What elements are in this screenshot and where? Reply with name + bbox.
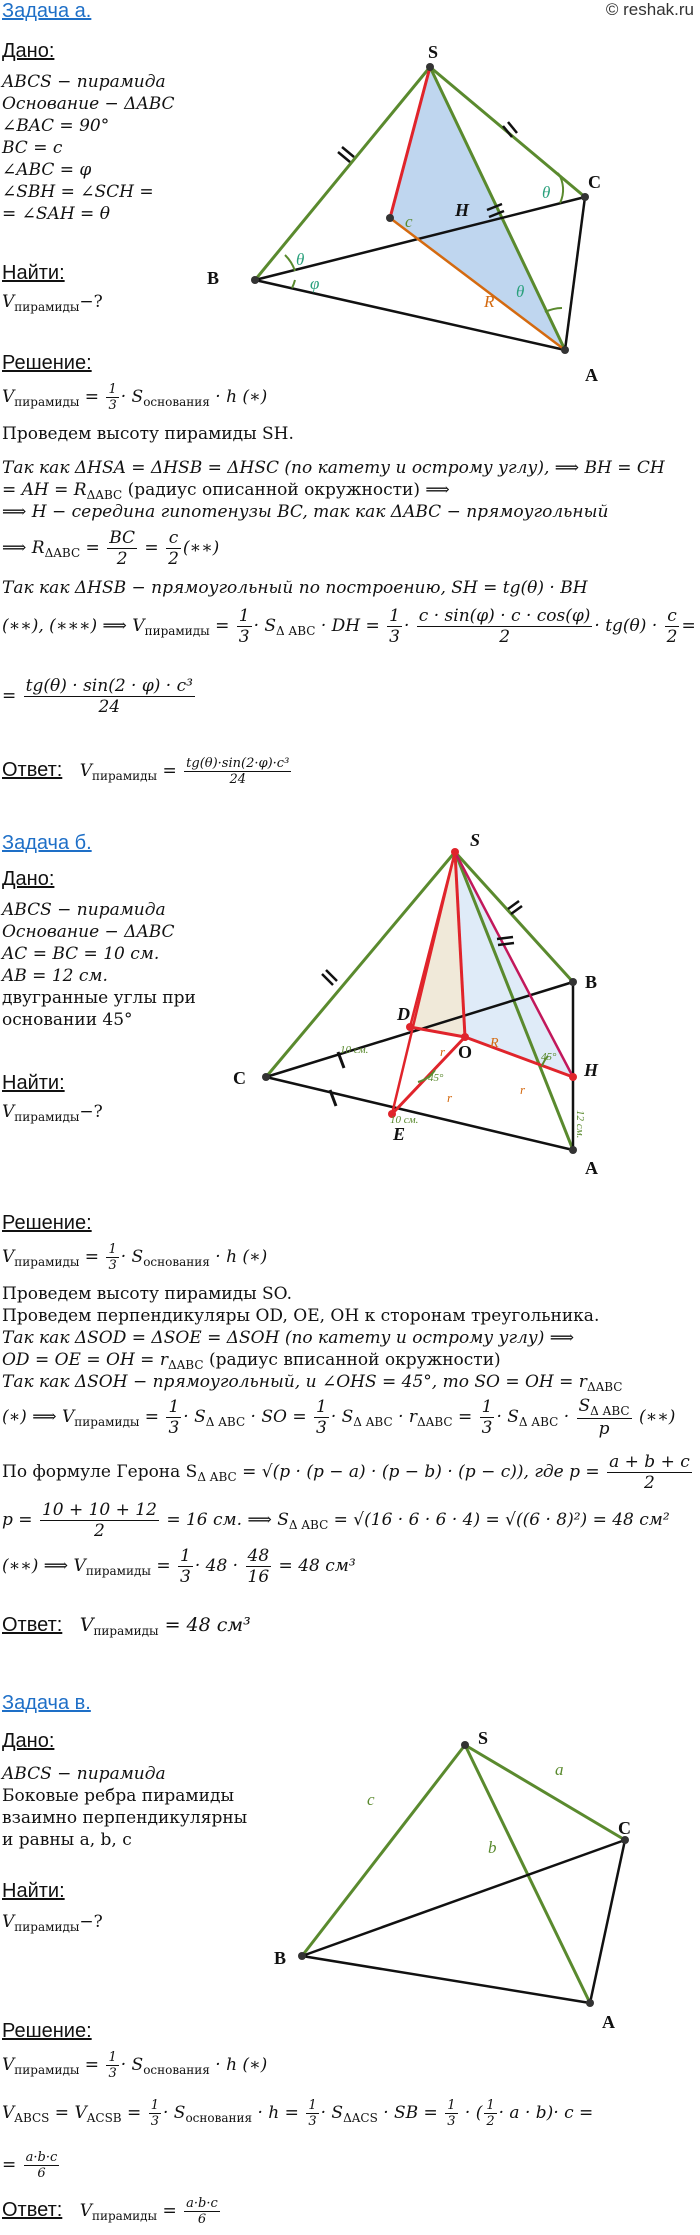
task-b-line-7: По формуле Герона $S_{\Delta ABC} = √(p \cdot (p - a) \cdot (p - b) \cdot (p - c))$, где p = $\frac{a + b + c}{2}$: [2, 1452, 690, 1493]
task-c-label-S: S: [478, 1728, 489, 1748]
task-b-label-O: O: [458, 1042, 473, 1062]
task-a-given-2: Основание − ΔABC: [2, 94, 175, 114]
task-c-figure: [270, 1720, 650, 2040]
task-b-label-H: H: [584, 1060, 599, 1080]
task-b-line-1: Проведем высоту пирамиды SO.: [2, 1284, 293, 1304]
task-b-label-D: D: [397, 1004, 410, 1024]
task-a-label-H: H: [455, 200, 470, 220]
task-b-formula-1: $V_{пирамиды}$ = $\frac{1}{3}$ · $S_{основания} \cdot h$ (∗): [2, 1242, 268, 1273]
task-a-given-4: BC = c: [2, 138, 63, 158]
task-b-answer-heading: Ответ:: [2, 1614, 63, 1636]
task-a-line-2: Так как ΔHSA = ΔHSB = ΔHSC (по катету и острому углу), ⟹ BH = CH: [2, 458, 665, 478]
task-b-given-6: основании 45°: [2, 1010, 133, 1030]
task-a-given-1: ABCS − пирамида: [2, 72, 166, 92]
task-c-label-b: b: [488, 1838, 497, 1857]
task-c-label-B: B: [274, 1948, 287, 1968]
task-a-line-5: ⟹ $R_{\Delta ABC}$ = $\frac{BC}{2}$ = $\frac{c}{2}$ (∗∗): [2, 528, 220, 569]
task-a-given-6: ∠SBH = ∠SCH =: [2, 182, 154, 202]
task-c-given-3: взаимно перпендикулярны: [2, 1808, 248, 1828]
task-a-edge-CA: [565, 197, 585, 350]
task-c-solution-heading: Решение:: [2, 2020, 92, 2042]
task-a-line-1: Проведем высоту пирамиды SH.: [2, 424, 294, 444]
task-a-theta-A: θ: [516, 282, 525, 301]
task-a-given-5: ∠ABC = φ: [2, 160, 92, 180]
task-a-label-C: C: [588, 172, 601, 192]
task-b-label-R: R: [490, 1036, 499, 1051]
task-a-line-8: = $\frac{\text{tg(θ) · sin(2 · φ) · c³}}{24}$: [2, 676, 193, 717]
task-b-edge-CA: [266, 1077, 573, 1150]
task-c-label-c: c: [367, 1790, 375, 1809]
task-c-edge-BA: [302, 1956, 590, 2003]
task-c-given-heading: Дано:: [2, 1730, 55, 1752]
task-b-label-S: S: [470, 830, 481, 850]
task-c-edge-SB: [302, 1745, 465, 1956]
task-b-label-C: C: [233, 1068, 246, 1088]
task-a-find: $V_{пирамиды}-$?: [2, 292, 103, 314]
task-a-answer: Ответ: $V_{пирамиды}$ = $\frac{\text{tg(θ)·sin(2·φ)·c³}}{24}$: [2, 756, 290, 787]
task-b-given-1: ABCS − пирамида: [2, 900, 166, 920]
task-a-solution-heading: Решение:: [2, 352, 92, 374]
task-b-label-r3: r: [520, 1082, 526, 1097]
task-b-answer: Ответ: $V_{пирамиды} = 48$ см³: [2, 1614, 251, 1638]
task-a-label-c: c: [405, 212, 413, 231]
task-a-line-7: (∗∗), (∗∗∗) ⟹ $V_{пирамиды}$ = $\frac{1}{3}$ · $S_{\Delta ABC}$ · DH = $\frac{1}{3}$ · $\frac{c \cdot \sin(\varphi) \cdot c \cdot \cos(\varphi)}{2}$ · tg(θ) · $\frac{c}{2}$ =: [2, 606, 696, 647]
task-b-label-12cm: 12 см.: [574, 1110, 586, 1139]
task-a-given-3: ∠BAC = 90°: [2, 116, 110, 136]
task-a-label-S: S: [428, 42, 439, 62]
task-b-line-6: (∗) ⟹ $V_{пирамиды}$ = $\frac{1}{3}$ · $S_{\Delta ABC}$ · SO = $\frac{1}{3}$ · $S_{\Delta ABC} \cdot r_{\Delta ABC}$ = $\frac{1}{3}$ · $S_{\Delta ABC}$ · $\frac{S_{\Delta ABC}}{p}$ (∗∗): [2, 1396, 676, 1439]
task-c-line-1: $V_{ABCS} = V_{ACSB}$ = $\frac{1}{3}$ · $S_{основания} \cdot h$ = $\frac{1}{3}$ · $S_{\Delta ACS}$ · SB = $\frac{1}{3}$ · ( $\frac{1}{2}$ · a · b)· c =: [2, 2098, 594, 2129]
task-a-line-3: = AH = $R_{\Delta ABC}$ (радиус описанной окружности) ⟹: [2, 480, 450, 502]
task-b-find: $V_{пирамиды}-$?: [2, 1102, 103, 1124]
task-c-label-a: a: [555, 1760, 564, 1779]
task-c-label-A: A: [602, 2012, 615, 2032]
task-b-line-5: Так как ΔSOH − прямоугольный, и ∠OHS = 45°, то SO = OH = $r_{\Delta ABC}$: [2, 1372, 623, 1394]
task-b-find-heading: Найти:: [2, 1072, 65, 1094]
task-c-find: $V_{пирамиды}-$?: [2, 1912, 103, 1934]
task-c-answer-heading: Ответ:: [2, 2199, 63, 2221]
task-b-line-8: p = $\frac{10 + 10 + 12}{2}$ = 16 см. ⟹ $S_{\Delta ABC} = √(16 \cdot 6 \cdot 6 \cdot 4) = √((6 \cdot 8)^2) = 48$ см²: [2, 1500, 670, 1541]
task-c-given-1: ABCS − пирамида: [2, 1764, 166, 1784]
task-b-label-45a: 45°: [541, 1051, 557, 1063]
task-b-given-5: двугранные углы при: [2, 988, 196, 1008]
task-a-given-heading: Дано:: [2, 40, 55, 62]
task-a-answer-heading: Ответ:: [2, 759, 63, 781]
task-c-answer: Ответ: $V_{пирамиды}$ = $\frac{a\cdot b\cdot c}{6}$: [2, 2196, 218, 2227]
task-c-link[interactable]: Задача в.: [2, 1692, 91, 1714]
task-a-link[interactable]: Задача а.: [2, 0, 92, 22]
task-a-find-heading: Найти:: [2, 262, 65, 284]
task-a-formula-1: $V_{пирамиды}$ = $\frac{1}{3}$ · $S_{основания} \cdot h$ (∗): [2, 382, 268, 413]
task-c-given-2: Боковые ребра пирамиды: [2, 1786, 234, 1806]
task-c-given-4: и равны a, b, c: [2, 1830, 132, 1850]
task-c-edge-CA: [590, 1840, 625, 2003]
task-c-edge-BC: [302, 1840, 625, 1956]
task-c-find-heading: Найти:: [2, 1880, 65, 1902]
task-b-link[interactable]: Задача б.: [2, 832, 92, 854]
site-watermark: © reshak.ru: [605, 0, 694, 19]
task-b-figure: [230, 832, 610, 1182]
task-c-line-2: = $\frac{a\cdot b\cdot c}{6}$: [2, 2150, 58, 2181]
task-b-label-E: E: [393, 1124, 406, 1144]
task-a-given-7: = ∠SAH = θ: [2, 204, 110, 224]
task-a-line-6: Так как ΔHSB − прямоугольный по построению, SH = tg(θ) · BH: [2, 578, 588, 598]
task-b-label-10cm-a: 10 см.: [340, 1044, 369, 1056]
task-a-line-4: ⟹ H − середина гипотенузы BC, так как ΔABC − прямоугольный: [2, 502, 609, 522]
task-a-label-R: R: [484, 292, 495, 311]
task-b-label-A: A: [585, 1158, 598, 1178]
task-c-formula-1: $V_{пирамиды}$ = $\frac{1}{3}$ · $S_{основания} \cdot h$ (∗): [2, 2050, 268, 2081]
task-a-theta-C: θ: [542, 183, 551, 202]
task-b-label-10cm-b: 10 см.: [390, 1114, 419, 1126]
task-b-given-2: Основание − ΔABC: [2, 922, 175, 942]
task-b-label-45b: 45°: [428, 1072, 444, 1084]
task-b-label-B: B: [585, 972, 598, 992]
task-b-line-9: (∗∗) ⟹ $V_{пирамиды}$ = $\frac{1}{3}$ · 48 · $\frac{48}{16}$ = 48 см³: [2, 1546, 356, 1587]
task-a-theta-B: θ: [296, 250, 305, 269]
task-b-label-r1: r: [440, 1044, 446, 1059]
task-b-label-r2: r: [447, 1090, 453, 1105]
task-a-label-A: A: [585, 365, 598, 385]
task-a-phi: φ: [310, 274, 320, 293]
task-b-given-3: AC = BC = 10 см.: [2, 944, 160, 964]
task-b-line-2: Проведем перпендикуляры OD, OE, OH к сторонам треугольника.: [2, 1306, 600, 1326]
task-c-label-C: C: [618, 1818, 631, 1838]
task-b-given-4: AB = 12 см.: [2, 966, 108, 986]
task-b-line-3: Так как ΔSOD = ΔSOE = ΔSOH (по катету и острому углу) ⟹: [2, 1328, 575, 1348]
task-a-label-B: B: [207, 268, 220, 288]
task-b-solution-heading: Решение:: [2, 1212, 92, 1234]
task-b-line-4: OD = OE = OH = $r_{\Delta ABC}$ (радиус вписанной окружности): [2, 1350, 501, 1372]
task-b-given-heading: Дано:: [2, 868, 55, 890]
